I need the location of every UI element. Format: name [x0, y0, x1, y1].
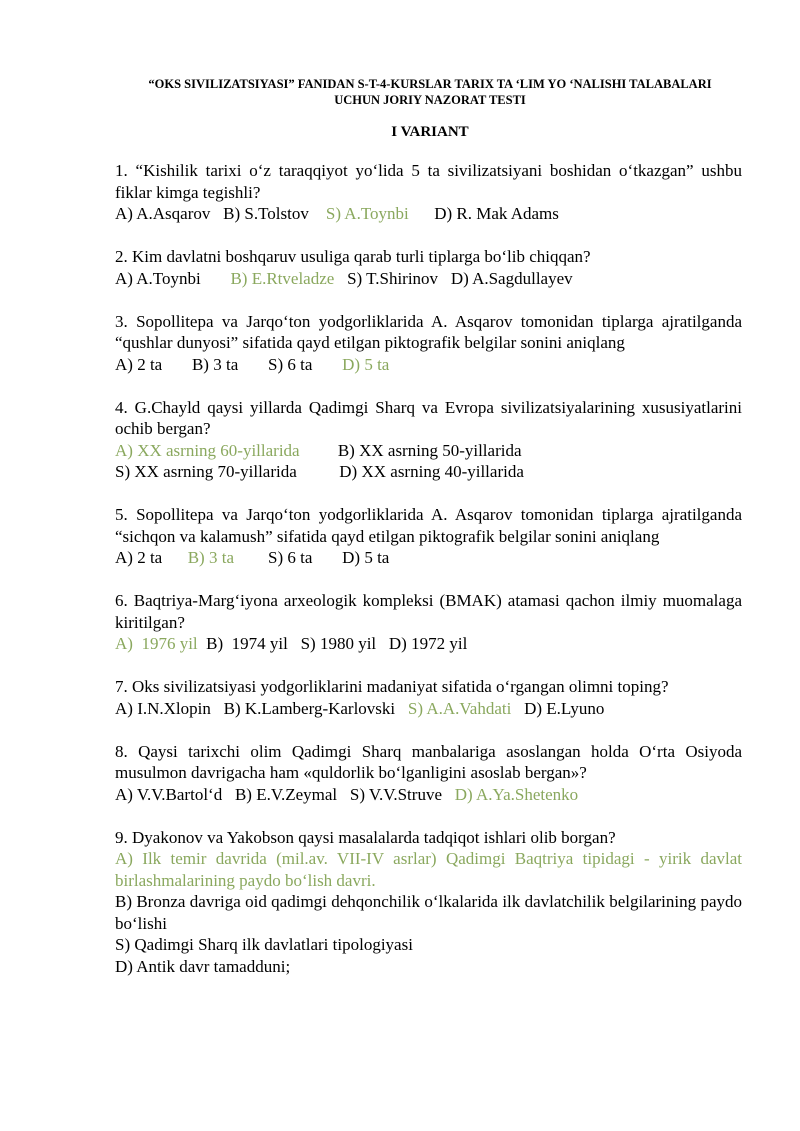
- answer-row: [115, 461, 742, 483]
- question-8: [115, 741, 742, 806]
- answer-option-b: B) S.Tolstov: [223, 204, 309, 223]
- answer-option-b: B) 3 ta: [191, 354, 239, 374]
- question-1: [115, 160, 742, 225]
- answer-option-b: B) K.Lamberg-Karlovski: [223, 698, 396, 718]
- answer-option-b: B) XX asrning 50-yillarida: [337, 440, 522, 460]
- answer-option-d: D) E.Lyuno: [524, 698, 605, 718]
- answer-option-a: A) I.N.Xlopin: [115, 698, 211, 718]
- question-text: 6. Baqtriya-Marg‘iyona arxeologik kompleksi (BMAK) atamasi qachon ilmiy muomalaga kiritilgan?: [115, 591, 742, 632]
- question-9: [115, 827, 742, 978]
- question-3: [115, 311, 742, 376]
- answer-option-d-correct: D) 5 ta: [342, 354, 390, 374]
- question-text: 3. Sopollitepa va Jarqo‘ton yodgorliklarida A. Asqarov tomonidan tiplarga ajratilganda “qushlar dunyosi” sifatida qayd etilgan piktografik belgilar sonini aniqlang: [115, 311, 742, 352]
- answer-option-s: S) V.V.Struve: [349, 784, 442, 804]
- question-text: 2. Kim davlatni boshqaruv usuliga qarab turli tiplarga bo‘lib chiqqan?: [115, 247, 591, 266]
- answer-row: [115, 784, 742, 806]
- header-line-2: UCHUN JORIY NAZORAT TESTI: [334, 93, 526, 107]
- answer-row: [115, 633, 742, 655]
- answer-option-d: D) A.Sagdullayev: [450, 268, 573, 288]
- answer-option-b: B) E.V.Zeymal: [234, 784, 338, 804]
- answer-option-b: B) Bronza davriga oid qadimgi dehqonchilik o‘lkalarida ilk davlatchilik belgilarining paydo bo‘lishi: [115, 892, 742, 933]
- question-text: 5. Sopollitepa va Jarqo‘ton yodgorliklarida A. Asqarov tomonidan tiplarga ajratilganda “sichqon va kalamush” sifatida qayd etilgan piktografik belgilar sonini aniqlang: [115, 505, 742, 546]
- answer-row: [115, 547, 742, 569]
- header-line-1: “OKS SIVILIZATSIYASI” FANIDAN S-T-4-KURSLAR TARIX TA ‘LIM YO ‘NALISHI TALABALARI: [148, 77, 712, 91]
- answer-option-a-correct: A) Ilk temir davrida (mil.av. VII-IV asrlar) Qadimgi Baqtriya tipidagi - yirik davlat birlashmalarining paydo bo‘lish davri.: [115, 849, 742, 890]
- question-4: [115, 397, 742, 483]
- answer-option-d: D) Antik davr tamadduni;: [115, 956, 291, 976]
- question-text: 7. Oks sivilizatsiyasi yodgorliklarini madaniyat sifatida o‘rgangan olimni toping?: [115, 677, 669, 696]
- answer-row: [115, 698, 742, 720]
- question-5: [115, 504, 742, 569]
- answer-row: [115, 268, 742, 290]
- question-text: 4. G.Chayld qaysi yillarda Qadimgi Sharq va Evropa sivilizatsiyalarining xususiyatlarini ochib bergan?: [115, 397, 742, 438]
- answer-option-s: S) 6 ta: [268, 354, 313, 374]
- answer-option-s-correct: S) A.A.Vahdati: [407, 698, 512, 718]
- variant-title: I VARIANT: [391, 124, 469, 140]
- answer-option-a: A) A.Asqarov: [115, 204, 211, 223]
- answer-option-s-correct: S) A.Toynbi: [325, 204, 409, 223]
- answer-option-a: A) 2 ta: [115, 548, 163, 567]
- answer-option-d: D) XX asrning 40-yillarida: [339, 462, 524, 481]
- question-2: [115, 246, 742, 289]
- document-header: [100, 76, 760, 108]
- answer-option-d: D) 1972 yil: [388, 634, 468, 653]
- answer-option-a: A) V.V.Bartol‘d: [115, 784, 223, 804]
- question-6: [115, 590, 742, 655]
- answer-option-s: S) XX asrning 70-yillarida: [115, 462, 297, 481]
- answer-option-d: D) R. Mak Adams: [434, 204, 559, 223]
- answer-option-d-correct: D) A.Ya.Shetenko: [454, 784, 579, 804]
- answer-option-a: A) A.Toynbi: [115, 268, 201, 288]
- answer-option-s: S) 6 ta: [268, 548, 313, 567]
- question-list: [115, 160, 742, 999]
- answer-option-a-correct: A) XX asrning 60-yillarida: [115, 440, 300, 460]
- question-7: [115, 676, 742, 719]
- answer-row: [115, 440, 742, 462]
- answer-option-d: D) 5 ta: [342, 548, 390, 567]
- answer-option-b-correct: B) E.Rtveladze: [230, 268, 335, 288]
- answer-option-a: A) 2 ta: [115, 354, 163, 374]
- answer-option-s: S) T.Shirinov: [347, 268, 439, 288]
- answer-option-b: B) 1974 yil: [206, 634, 288, 653]
- question-text: 8. Qaysi tarixchi olim Qadimgi Sharq manbalariga asoslangan holda O‘rta Osiyoda musulmon davrigacha ham «quldorlik bo‘lganligini asoslab bergan»?: [115, 741, 742, 782]
- answer-option-b-correct: B) 3 ta: [187, 548, 234, 567]
- answer-option-s: S) 1980 yil: [300, 634, 377, 653]
- answer-option-s: S) Qadimgi Sharq ilk davlatlari tipologiyasi: [115, 935, 413, 954]
- answer-option-a-correct: A) 1976 yil: [115, 634, 198, 653]
- answer-row: [115, 203, 742, 225]
- question-text: 1. “Kishilik tarixi o‘z taraqqiyot yo‘lida 5 ta sivilizatsiyani boshidan o‘tkazgan” ushbu fiklar kimga tegishli?: [115, 161, 742, 202]
- question-text: 9. Dyakonov va Yakobson qaysi masalalarda tadqiqot ishlari olib borgan?: [115, 827, 616, 847]
- answer-row: [115, 354, 742, 376]
